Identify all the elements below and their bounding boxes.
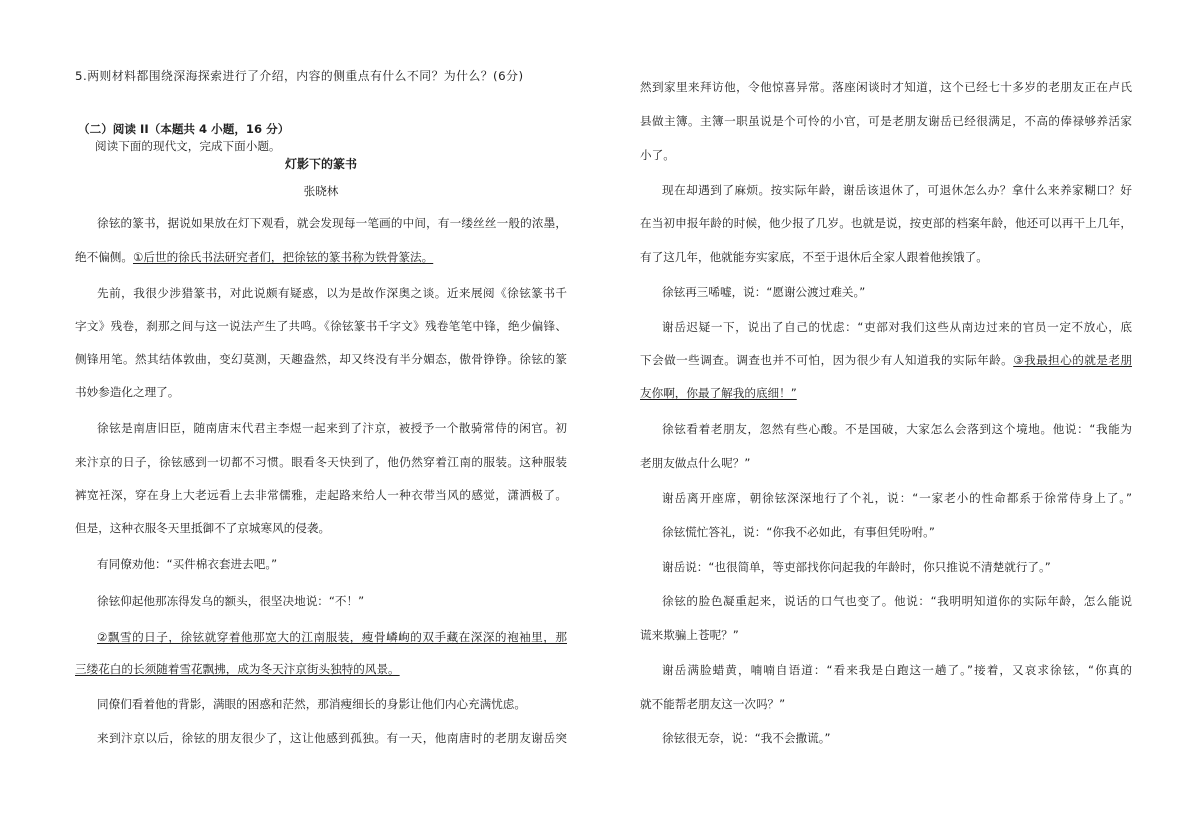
- line-text: 徐铉的脸色凝重起来，说话的口气也变了。他说：“我明明知道你的实际年龄，怎么能说: [662, 594, 1132, 608]
- passage-line: [640, 214, 1132, 232]
- line-text: 就不能帮老朋友这一次吗？”: [640, 697, 786, 711]
- passage-line: [75, 453, 567, 471]
- passage-line: [75, 284, 567, 302]
- passage-line: [640, 626, 1132, 644]
- section-header: （二）阅读 II（本题共 4 小题，16 分）: [78, 122, 290, 136]
- passage-line: [640, 351, 1132, 369]
- line-text: 有同僚劝他：“买件棉衣套进去吧。”: [97, 557, 278, 571]
- passage-line: [640, 695, 1132, 713]
- underlined-sentence-2-cont: 三缕花白的长须随着雪花飘拂，成为冬天汴京街头独特的风景。: [75, 662, 400, 676]
- line-text: 侧锋用笔。然其结体敦曲，变幻莫测，天趣盎然，却又终没有半分媚态，傲骨铮铮。徐铉的篆: [75, 352, 567, 366]
- passage-line: [640, 420, 1132, 438]
- passage-line: [640, 112, 1132, 130]
- line-text: 小了。: [640, 148, 675, 162]
- passage-line: [640, 454, 1132, 472]
- passage-line: [640, 318, 1132, 336]
- article-author: 张晓林: [303, 184, 339, 198]
- passage-line: [640, 78, 1132, 96]
- line-text: 绝不偏侧。: [75, 250, 133, 264]
- line-text: 徐铉的篆书，据说如果放在灯下观看，就会发现每一笔画的中间，有一缕丝丝一般的浓墨，: [97, 216, 567, 230]
- line-text: 谢岳满脸蜡黄，喃喃自语道：“看来我是白跑这一趟了。”接着，又哀求徐铉，“你真的: [662, 663, 1132, 677]
- passage-line: [640, 146, 1132, 164]
- line-text: 在当初申报年龄的时候，他少报了几岁。也就是说，按吏部的档案年龄，他还可以再干上几年，: [640, 216, 1132, 230]
- passage-line: [75, 555, 567, 573]
- line-text: 下会做一些调查。调查也并不可怕，因为很少有人知道我的实际年龄。: [640, 353, 1014, 367]
- line-text: 谢岳迟疑一下，说出了自己的忧虑：“吏部对我们这些从南边过来的官员一定不放心，底: [662, 320, 1132, 334]
- underlined-sentence-2: ②飘雪的日子，徐铉就穿着他那宽大的江南服装，瘦骨嶙峋的双手藏在深深的袍袖里，那: [97, 630, 567, 644]
- line-text: 来到汴京以后，徐铉的朋友很少了，这让他感到孤独。有一天，他南唐时的老朋友谢岳突: [97, 731, 567, 745]
- passage-line: [640, 248, 1132, 266]
- line-text: 谢岳说：“也很简单，等吏部找你问起我的年龄时，你只推说不清楚就行了。”: [662, 560, 1051, 574]
- article-title: 灯影下的篆书: [284, 157, 357, 171]
- passage-line: [640, 558, 1132, 576]
- question-5: 5.两则材料都围绕深海探索进行了介绍，内容的侧重点有什么不同？为什么？(6分): [75, 69, 524, 83]
- line-text: 县做主簿。主簿一职虽说是个可怜的小官，可是老朋友谢岳已经很满足，不高的俸禄够养活家: [640, 114, 1132, 128]
- passage-line: [75, 214, 567, 232]
- line-text: 老朋友做点什么呢？”: [640, 456, 751, 470]
- line-text: 谎来欺骗上苍呢？”: [640, 628, 739, 642]
- line-text: 先前，我很少涉猎篆书，对此说颇有疑惑，以为是故作深奥之谈。近来展阅《徐铉篆书千: [97, 286, 567, 300]
- passage-line: [640, 181, 1132, 199]
- line-text: 徐铉慌忙答礼，说：“你我不必如此，有事但凭吩咐。”: [662, 525, 935, 539]
- passage-line: [75, 660, 567, 678]
- underlined-sentence-3: ③我最担心的就是老朋: [1013, 353, 1132, 367]
- line-text: 徐铉看着老朋友，忽然有些心酸。不是国破，大家怎么会落到这个境地。他说：“我能为: [662, 422, 1132, 436]
- passage-line: [640, 661, 1132, 679]
- line-text: 现在却遇到了麻烦。按实际年龄，谢岳该退休了，可退休怎么办？拿什么来养家糊口？好: [662, 183, 1132, 197]
- passage-line: [75, 317, 567, 335]
- passage-line: [640, 384, 1132, 402]
- underlined-sentence-1: ①后世的徐氏书法研究者们，把徐铉的篆书称为铁骨篆法。: [132, 250, 434, 264]
- underlined-sentence-3-cont: 友你啊，你最了解我的底细！”: [640, 386, 797, 400]
- passage-line: [75, 486, 567, 504]
- line-text: 然到家里来拜访他，令他惊喜异常。落座闲谈时才知道，这个已经七十多岁的老朋友正在卢氏: [640, 80, 1132, 94]
- passage-line: [75, 419, 567, 437]
- passage-line: [640, 523, 1132, 541]
- passage-line: [640, 283, 1132, 301]
- passage-line: [75, 729, 567, 747]
- line-text: 字文》残卷，刹那之间与这一说法产生了共鸣。《徐铉篆书千字文》残卷笔笔中锋，绝少偏锋、: [75, 319, 567, 333]
- passage-line: [75, 248, 567, 266]
- passage-line: [640, 489, 1132, 507]
- passage-line: [75, 350, 567, 368]
- line-text: 有了这几年，他就能夯实家底，不至于退休后全家人跟着他挨饿了。: [640, 250, 988, 264]
- passage-line: [75, 519, 567, 537]
- line-text: 来汴京的日子，徐铉感到一切都不习惯。眼看冬天快到了，他仍然穿着江南的服装。这种服装: [75, 455, 567, 469]
- line-text: 但是，这种衣服冬天里抵御不了京城寒风的侵袭。: [75, 521, 331, 535]
- line-text: 谢岳离开座席，朝徐铉深深地行了个礼，说：“一家老小的性命都系于徐常侍身上了。”: [662, 491, 1132, 505]
- line-text: 书妙参造化之理了。: [75, 385, 180, 399]
- line-text: 同僚们看着他的背影，满眼的困惑和茫然，那消瘦细长的身影让他们内心充满忧虑。: [97, 697, 526, 711]
- passage-line: [75, 592, 567, 610]
- reading-instruction: 阅读下面的现代文，完成下面小题。: [95, 139, 281, 153]
- passage-line: [640, 729, 1132, 747]
- line-text: 徐铉再三唏嘘，说：“愿谢公渡过难关。”: [662, 285, 866, 299]
- line-text: 徐铉很无奈，说：“我不会撒谎。”: [662, 731, 831, 745]
- passage-line: [75, 695, 567, 713]
- passage-line: [75, 628, 567, 646]
- line-text: 徐铉仰起他那冻得发乌的额头，很坚决地说：“不！”: [97, 594, 365, 608]
- passage-line: [640, 592, 1132, 610]
- line-text: 裤宽衽深，穿在身上大老远看上去非常儒雅，走起路来给人一种衣带当风的感觉，潇洒极了。: [75, 488, 567, 502]
- line-text: 徐铉是南唐旧臣，随南唐末代君主李煜一起来到了汴京，被授予一个散骑常侍的闲官。初: [97, 421, 567, 435]
- passage-line: [75, 383, 567, 401]
